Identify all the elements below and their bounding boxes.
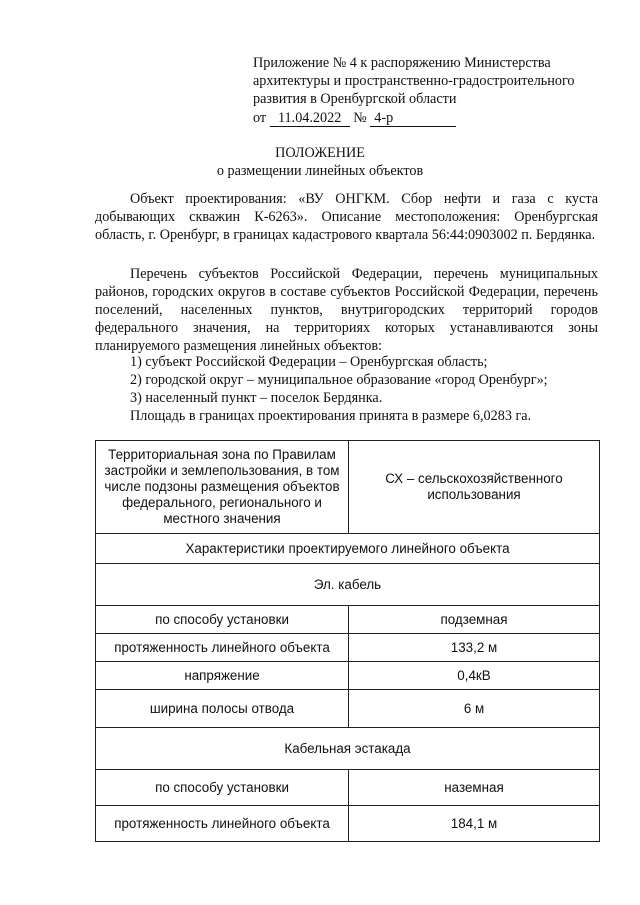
table-row	[96, 770, 600, 806]
row-value: наземная	[349, 770, 600, 806]
table-row	[96, 634, 600, 662]
territory-list	[130, 353, 600, 425]
overpass-section-header: Кабельная эстакада	[96, 728, 600, 770]
list-item: 2) городской округ – муниципальное образование «город Оренбург»;	[130, 372, 548, 388]
row-value: 184,1 м	[349, 806, 600, 842]
header-line-3: развития в Оренбургской области	[253, 91, 457, 107]
linear-object-table	[95, 440, 600, 842]
document-number: 4-р	[370, 110, 456, 127]
list-item: 1) субъект Российской Федерации – Оренбургская область;	[130, 354, 488, 370]
row-value: 0,4кВ	[349, 662, 600, 690]
table-row	[96, 441, 600, 534]
zone-label-cell: Территориальная зона по Правилам застройки и землепользования, в том числе подзоны размещения объектов федерального, регионального и местного значения	[96, 441, 349, 534]
table-row	[96, 564, 600, 606]
row-value: 133,2 м	[349, 634, 600, 662]
characteristics-header: Характеристики проектируемого линейного объекта	[96, 534, 600, 564]
table-row	[96, 534, 600, 564]
list-item: 3) населенный пункт – поселок Бердянка.	[130, 390, 383, 406]
table-row	[96, 690, 600, 728]
row-label: по способу установки	[96, 770, 349, 806]
document-date: 11.04.2022	[270, 110, 350, 127]
row-label: протяженность линейного объекта	[96, 634, 349, 662]
table-row	[96, 606, 600, 634]
row-label: по способу установки	[96, 606, 349, 634]
date-prefix: от	[253, 110, 267, 126]
zone-value-cell: СХ – сельскохозяйственного использования	[349, 441, 600, 534]
row-label: напряжение	[96, 662, 349, 690]
table-row	[96, 728, 600, 770]
area-statement: Площадь в границах проектирования принята в размере 6,0283 га.	[130, 408, 532, 424]
row-value: подземная	[349, 606, 600, 634]
row-label: ширина полосы отвода	[96, 690, 349, 728]
cable-section-header: Эл. кабель	[96, 564, 600, 606]
header-date-line	[253, 109, 613, 127]
appendix-header	[253, 54, 613, 127]
table-row	[96, 662, 600, 690]
row-label: протяженность линейного объекта	[96, 806, 349, 842]
header-line-1: Приложение № 4 к распоряжению Министерства	[253, 55, 551, 71]
territory-list-intro: Перечень субъектов Российской Федерации, перечень муниципальных районов, городских округов в составе субъектов Российской Федерации, перечень поселений, населенных пунктов, внутригородских территорий городов федерального значения, на территориях которых устанавливаются зоны планируемого размещения линейных объектов:	[95, 266, 598, 354]
table-row	[96, 806, 600, 842]
document-subtitle: о размещении линейных объектов	[216, 163, 424, 179]
row-value: 6 м	[349, 690, 600, 728]
object-description: Объект проектирования: «ВУ ОНГКМ. Сбор нефти и газа с куста добывающих скважин К-6263». Описание местоположения: Оренбургская область, г. Оренбург, в границах кадастрового квартала 56:44:0903002 п. Бердянка.	[95, 191, 598, 243]
document-title: ПОЛОЖЕНИЕ	[275, 145, 365, 161]
number-prefix: №	[353, 110, 367, 126]
header-line-2: архитектуры и пространственно-градостроительного	[253, 73, 575, 89]
